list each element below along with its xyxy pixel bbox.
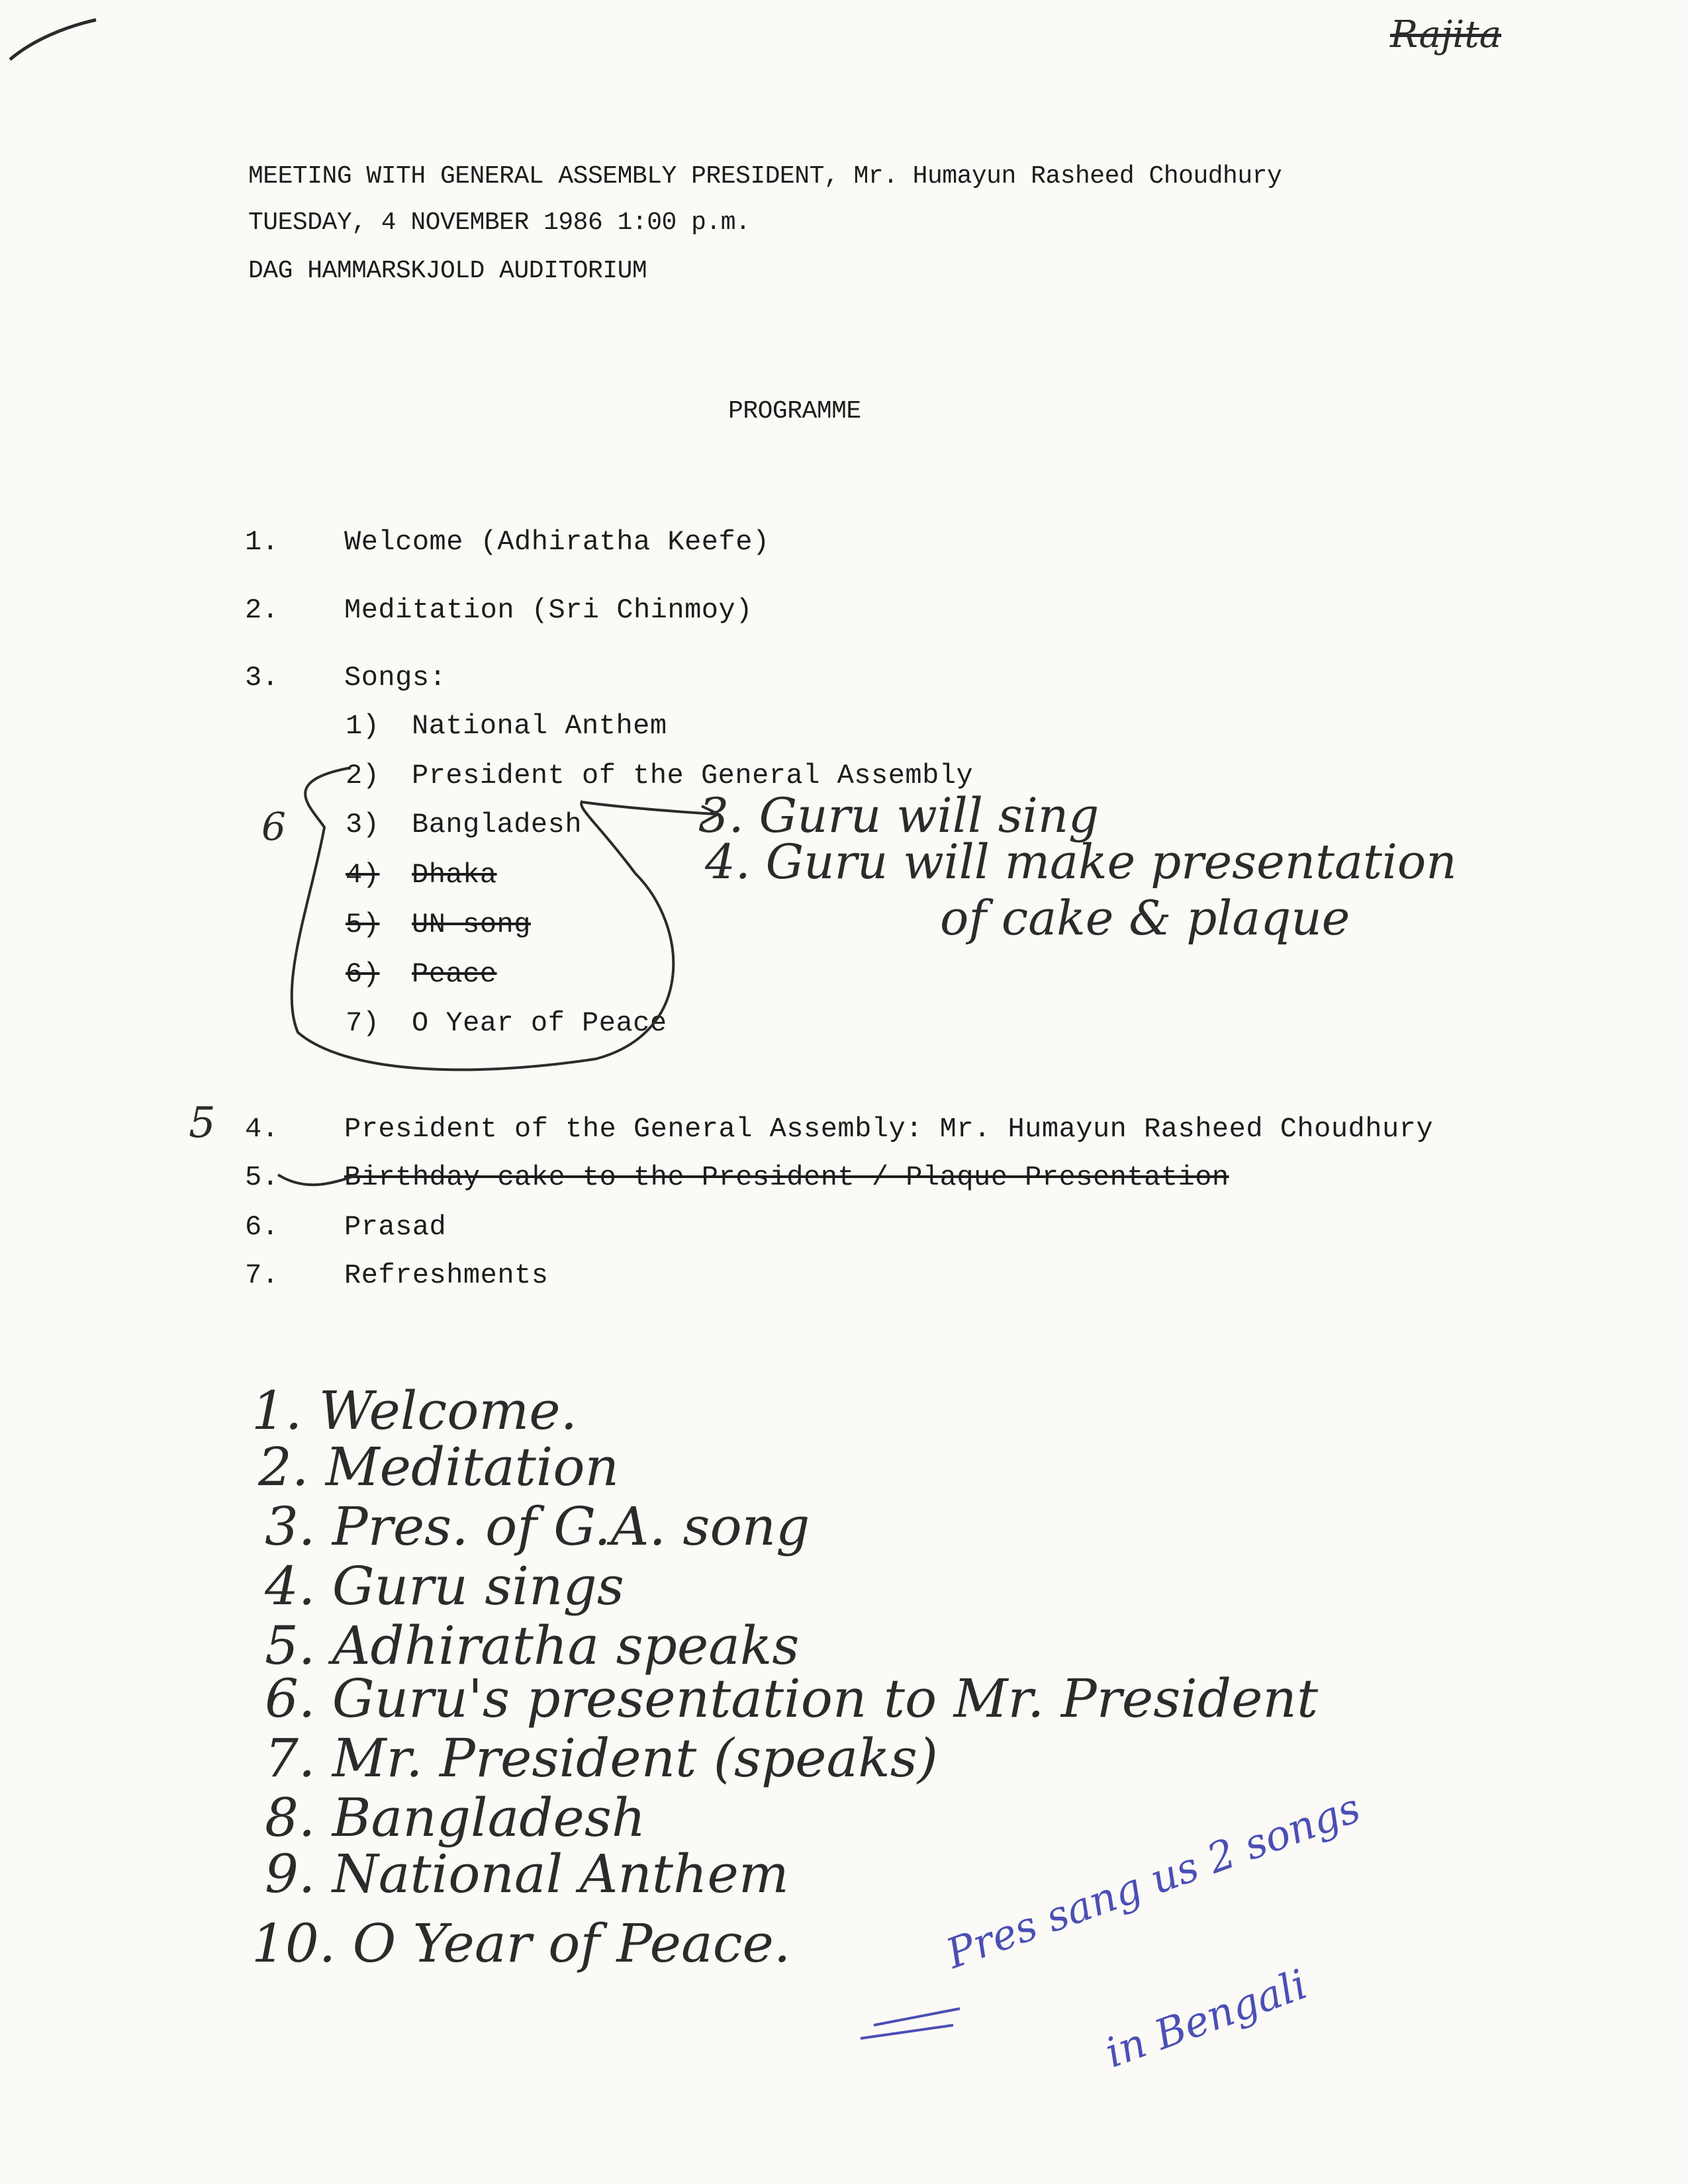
margin-note-guru-sing: 3. Guru will sing [698, 788, 1100, 843]
handwritten-list-item: 7. Mr. President (speaks) [265, 1727, 938, 1789]
song-text: UN song [412, 909, 531, 940]
song-number: 7) [346, 1007, 380, 1039]
item-text: Refreshments [344, 1259, 549, 1291]
item-text: President of the General Assembly: Mr. Humayun Rasheed Choudhury [344, 1113, 1434, 1145]
song-number: 3) [346, 809, 380, 841]
song-text: National Anthem [412, 710, 667, 742]
handwritten-list-item: 8. Bangladesh [265, 1787, 646, 1848]
header-title: MEETING WITH GENERAL ASSEMBLY PRESIDENT, Mr. Humayun Rasheed Choudhury [248, 162, 1282, 191]
blue-note-line2: in Bengali [1099, 1960, 1313, 2077]
programme-title: PROGRAMME [728, 397, 861, 426]
item-text: Prasad [344, 1211, 447, 1243]
handwritten-list-item: 1. Welcome. [252, 1380, 577, 1441]
item-number: 4. [245, 1113, 279, 1145]
blue-note-line1: Pres sang us 2 songs [940, 1783, 1367, 1978]
corner-signature: Rajita [1390, 13, 1501, 56]
item-text: Songs: [344, 662, 447, 694]
handwritten-list-item: 10. O Year of Peace. [252, 1913, 791, 1974]
item-number: 1. [245, 526, 279, 558]
song-text: Dhaka [412, 859, 497, 891]
item-number: 6. [245, 1211, 279, 1243]
item-number: 3. [245, 662, 279, 694]
item-number: 7. [245, 1259, 279, 1291]
item-text: Welcome (Adhiratha Keefe) [344, 526, 770, 558]
song-number: 2) [346, 760, 380, 792]
song-number: 5) [346, 909, 380, 940]
handwritten-list-item: 2. Meditation [258, 1436, 620, 1498]
handwritten-list-item: 9. National Anthem [265, 1843, 789, 1905]
song-text: O Year of Peace [412, 1007, 667, 1039]
song-text: Bangladesh [412, 809, 583, 841]
song-text: Peace [412, 958, 497, 990]
item-number: 5. [245, 1161, 279, 1193]
song-text: President of the General Assembly [412, 760, 974, 792]
handwritten-list-item: 4. Guru sings [265, 1555, 624, 1617]
song-number: 4) [346, 859, 380, 891]
song-number: 6) [346, 958, 380, 990]
handwritten-list-item: 3. Pres. of G.A. song [265, 1496, 810, 1557]
margin-note-guru-present: 4. Guru will make presentation [705, 834, 1457, 889]
margin-note-six: 6 [261, 804, 286, 849]
item-text: Meditation (Sri Chinmoy) [344, 594, 753, 626]
margin-note-guru-present-2: of cake & plaque [940, 890, 1350, 946]
song-number: 1) [346, 710, 380, 742]
item-text: Birthday cake to the President / Plaque Presentation [344, 1161, 1229, 1193]
header-date: TUESDAY, 4 NOVEMBER 1986 1:00 p.m. [248, 208, 751, 237]
handwritten-list-item: 5. Adhiratha speaks [265, 1615, 800, 1676]
margin-note-five: 5 [189, 1099, 216, 1148]
handwritten-list-item: 6. Guru's presentation to Mr. President [265, 1668, 1319, 1729]
item-number: 2. [245, 594, 279, 626]
header-venue: DAG HAMMARSKJOLD AUDITORIUM [248, 257, 647, 285]
